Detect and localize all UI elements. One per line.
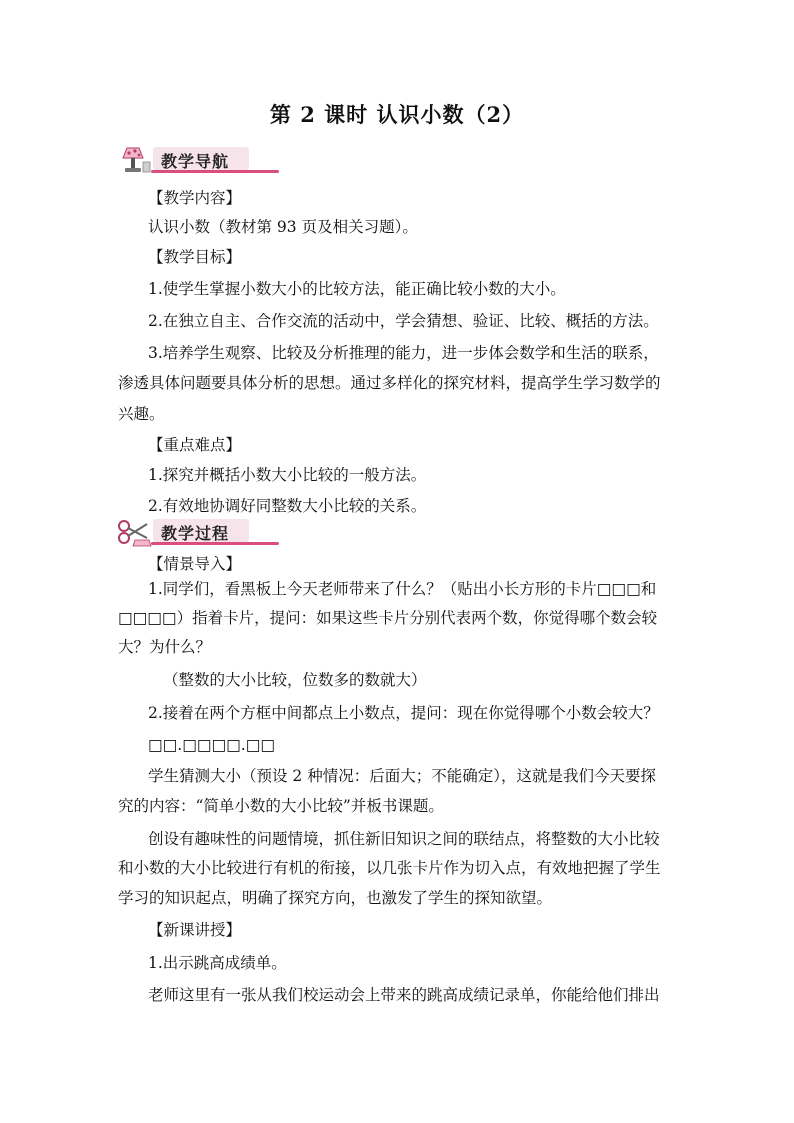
text-line: 1.出示跳高成绩单。 <box>148 954 287 972</box>
text-line: 创设有趣味性的问题情境，抓住新旧知识之间的联结点，将整数的大小比较 <box>148 830 660 848</box>
text-line: 3.培养学生观察、比较及分析推理的能力，进一步体会数学和生活的联系， <box>148 344 659 362</box>
scissors-icon <box>115 516 155 548</box>
lamp-icon <box>115 144 155 176</box>
text-line: 2.在独立自主、合作交流的活动中，学会猜想、验证、比较、概括的方法。 <box>148 312 659 330</box>
text-line: 【重点难点】 <box>148 436 242 454</box>
text-line: 2.接着在两个方框中间都点上小数点，提问：现在你觉得哪个小数会较大？ <box>148 704 659 722</box>
text-line: □□□□）指着卡片，提问：如果这些卡片分别代表两个数，你觉得哪个数会较 <box>118 609 658 627</box>
text-line: 1.使学生掌握小数大小的比较方法，能正确比较小数的大小。 <box>148 280 566 298</box>
text-line: 老师这里有一张从我们校运动会上带来的跳高成绩记录单，你能给他们排出 <box>148 986 660 1004</box>
page-title: 第 2 课时 认识小数（2） <box>269 102 525 127</box>
text-line: 【教学内容】 <box>148 189 242 207</box>
text-line: 渗透具体问题要具体分析的思想。通过多样化的探究材料，提高学生学习数学的 <box>118 374 661 392</box>
text-line: 2.有效地协调好同整数大小比较的关系。 <box>148 497 427 515</box>
text-line: 1.探究并概括小数大小比较的一般方法。 <box>148 466 427 484</box>
text-line: 兴趣。 <box>118 405 165 423</box>
section-label: 教学导航 <box>161 152 230 171</box>
section-label: 教学过程 <box>161 524 230 543</box>
text-line: 【情景导入】 <box>148 555 242 573</box>
section-header-process <box>115 516 265 548</box>
text-line: （整数的大小比较，位数多的数就大） <box>163 671 427 689</box>
text-line: 学生猜测大小（预设 2 种情况：后面大；不能确定），这就是我们今天要探 <box>148 767 656 785</box>
text-line: 认识小数（教材第 93 页及相关习题）。 <box>148 218 418 236</box>
text-line: 和小数的大小比较进行有机的衔接，以几张卡片作为切入点，有效地把握了学生 <box>118 859 661 877</box>
text-line: 究的内容：“简单小数的大小比较”并板书课题。 <box>118 797 444 815</box>
text-line: 1.同学们，看黑板上今天老师带来了什么？（贴出小长方形的卡片□□□和 <box>148 580 657 598</box>
text-line: 大？为什么？ <box>118 638 212 656</box>
text-line: 【教学目标】 <box>148 248 242 266</box>
text-line: □□.□□□□.□□ <box>148 736 276 754</box>
section-header-guide <box>115 144 265 176</box>
text-line: 【新课讲授】 <box>148 921 242 939</box>
text-line: 学习的知识起点，明确了探究方向，也激发了学生的探知欲望。 <box>118 889 553 907</box>
